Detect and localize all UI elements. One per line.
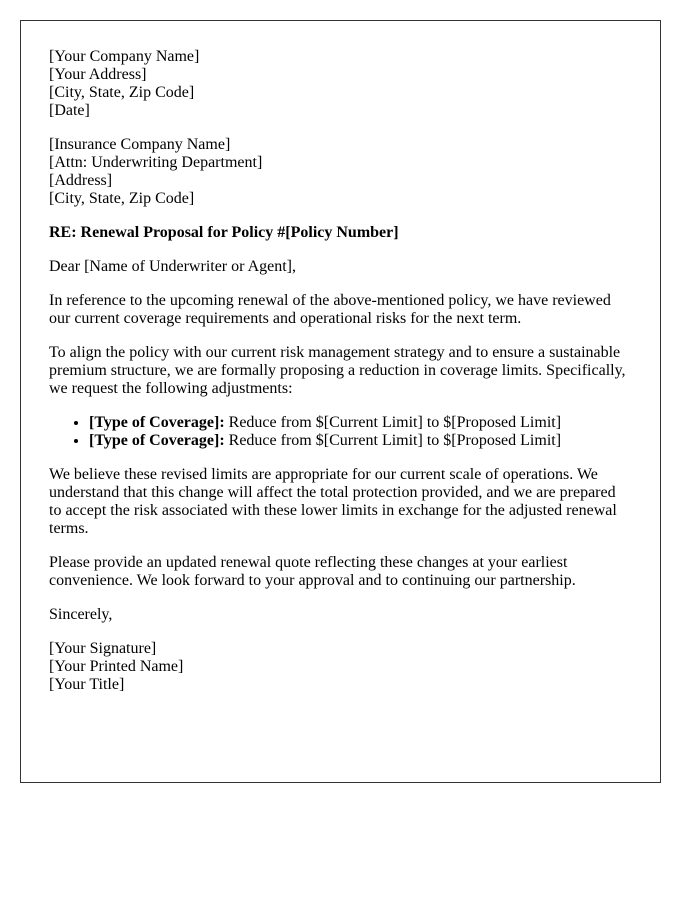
coverage-type: [Type of Coverage]: [89,432,225,449]
recipient-block [49,136,632,208]
recipient-address: [Address] [49,172,113,189]
body-paragraph: To align the policy with our current risk management strategy and to ensure a sustainable premium structure, we are formally proposing a reduction in coverage limits. Specifically, we request the following adjustments: [49,344,626,397]
recipient-attn: [Attn: Underwriting Department] [49,154,263,171]
adjustments-list [49,414,632,450]
sender-city: [City, State, Zip Code] [49,84,195,101]
signature: [Your Signature] [49,640,157,657]
recipient-city: [City, State, Zip Code] [49,190,195,207]
sender-company: [Your Company Name] [49,48,200,65]
signoff: Sincerely, [49,606,113,623]
adjustment-text: Reduce from $[Current Limit] to $[Proposed Limit] [224,414,562,431]
title: [Your Title] [49,676,125,693]
printed-name: [Your Printed Name] [49,658,184,675]
body-paragraph: We believe these revised limits are appropriate for our current scale of operations. We understand that this change will affect the total protection provided, and we are prepared to accept the risk associated with these lower limits in exchange for the adjusted renewal terms. [49,466,617,537]
adjustment-text: Reduce from $[Current Limit] to $[Proposed Limit] [224,432,562,449]
body-paragraph: Please provide an updated renewal quote reflecting these changes at your earliest convenience. We look forward to your approval and to continuing our partnership. [49,554,576,589]
list-item [89,432,632,450]
salutation: Dear [Name of Underwriter or Agent], [49,258,297,275]
recipient-company: [Insurance Company Name] [49,136,231,153]
sender-block [49,48,632,120]
subject-line: RE: Renewal Proposal for Policy #[Policy Number] [49,224,399,241]
list-item [89,414,632,432]
letter-date: [Date] [49,102,90,119]
letter [20,20,661,783]
coverage-type: [Type of Coverage]: [89,414,225,431]
body-paragraph: In reference to the upcoming renewal of the above-mentioned policy, we have reviewed our current coverage requirements and operational risks for the next term. [49,292,611,327]
sender-address: [Your Address] [49,66,147,83]
signature-block [49,640,632,694]
